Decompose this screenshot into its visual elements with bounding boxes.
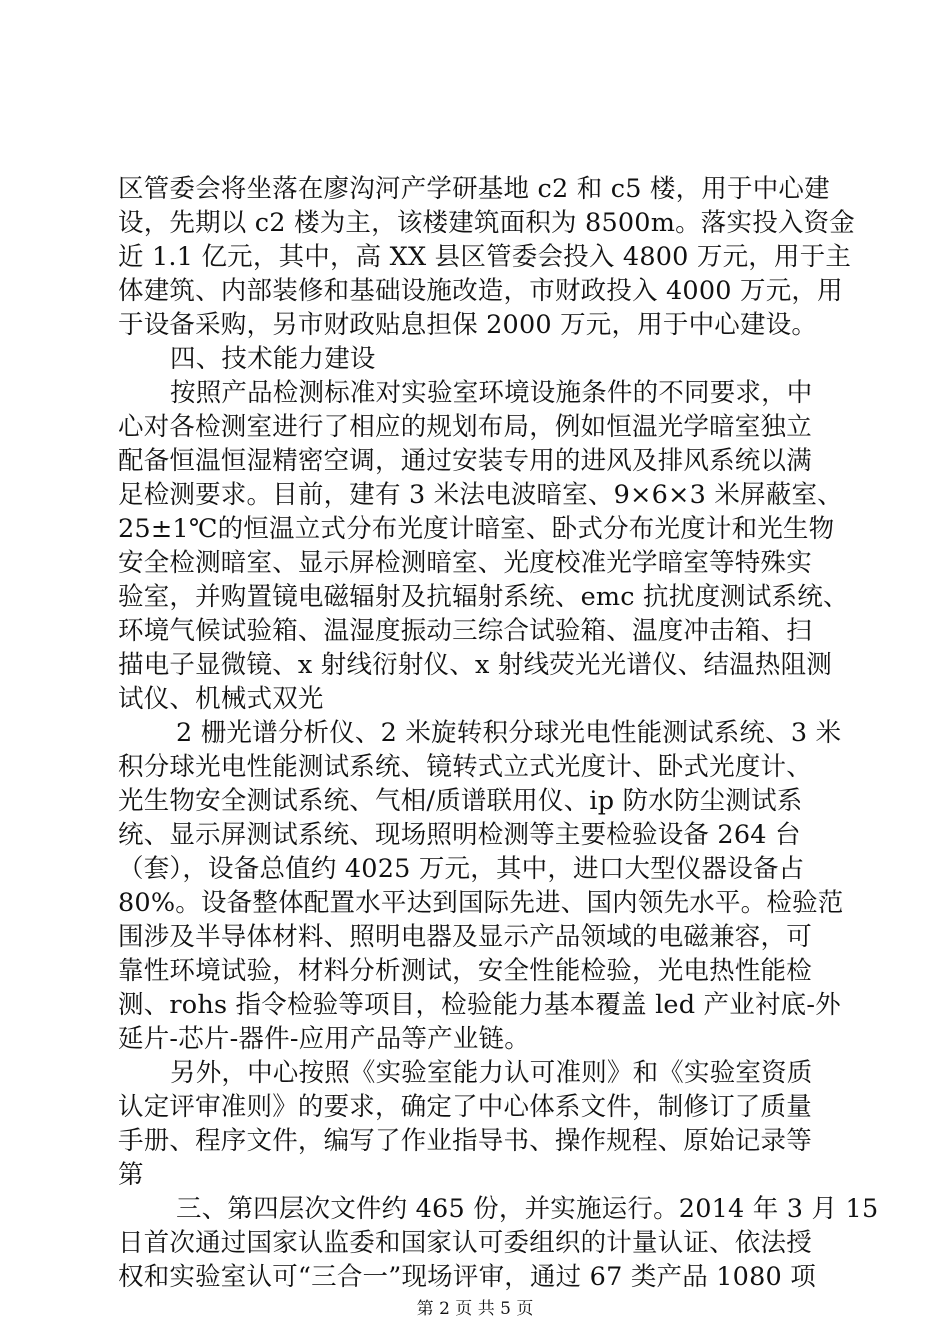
text-line: 按照产品检测标准对实验室环境设施条件的不同要求，中 <box>170 378 813 408</box>
text-line: 80%。设备整体配置水平达到国际先进、国内领先水平。检验范 <box>118 888 844 918</box>
text-line: 安全检测暗室、显示屏检测暗室、光度校准光学暗室等特殊实 <box>118 548 812 578</box>
text-line: 日首次通过国家认监委和国家认可委组织的计量认证、依法授 <box>118 1228 812 1258</box>
section-heading: 四、技术能力建设 <box>170 344 376 374</box>
text-line: 延片-芯片-器件-应用产品等产业链。 <box>118 1024 530 1054</box>
text-line: 设，先期以 c2 楼为主，该楼建筑面积为 8500m。落实投入资金 <box>118 208 855 238</box>
text-line: 试仪、机械式双光 <box>118 684 324 714</box>
text-line: 靠性环境试验，材料分析测试，安全性能检验，光电热性能检 <box>118 956 812 986</box>
text-line: 描电子显微镜、x 射线衍射仪、x 射线荧光光谱仪、结温热阻测 <box>118 650 832 680</box>
text-line: 权和实验室认可“三合一”现场评审，通过 67 类产品 1080 项 <box>118 1262 816 1292</box>
text-line: 区管委会将坐落在廖沟河产学研基地 c2 和 c5 楼，用于中心建 <box>118 174 830 204</box>
text-line: 近 1.1 亿元，其中，高 XX 县区管委会投入 4800 万元，用于主 <box>118 242 852 272</box>
text-line: 配备恒温恒湿精密空调，通过安装专用的进风及排风系统以满 <box>118 446 812 476</box>
text-line: 认定评审准则》的要求，确定了中心体系文件，制修订了质量 <box>118 1092 812 1122</box>
text-line: （套），设备总值约 4025 万元，其中，进口大型仪器设备占 <box>118 854 805 884</box>
text-line: 环境气候试验箱、温湿度振动三综合试验箱、温度冲击箱、扫 <box>118 616 812 646</box>
text-line: 足检测要求。目前，建有 3 米法电波暗室、9×6×3 米屏蔽室、 <box>118 480 843 510</box>
page-footer: 第 2 页 共 5 页 <box>416 1299 534 1319</box>
text-line: 手册、程序文件，编写了作业指导书、操作规程、原始记录等 <box>118 1126 812 1156</box>
text-line: 第 <box>118 1160 144 1190</box>
text-line: 2 栅光谱分析仪、2 米旋转积分球光电性能测试系统、3 米 <box>176 718 842 748</box>
text-line: 心对各检测室进行了相应的规划布局，例如恒温光学暗室独立 <box>118 412 812 442</box>
text-line: 围涉及半导体材料、照明电器及显示产品领域的电磁兼容，可 <box>118 922 812 952</box>
text-line: 测、rohs 指令检验等项目，检验能力基本覆盖 led 产业衬底-外 <box>118 990 841 1020</box>
text-line: 另外，中心按照《实验室能力认可准则》和《实验室资质 <box>170 1058 813 1088</box>
text-line: 25±1℃的恒温立式分布光度计暗室、卧式分布光度计和光生物 <box>118 514 835 544</box>
text-line: 验室，并购置镜电磁辐射及抗辐射系统、emc 抗扰度测试系统、 <box>118 582 849 612</box>
text-line: 三、第四层次文件约 465 份，并实施运行。2014 年 3 月 15 <box>176 1194 879 1224</box>
text-line: 积分球光电性能测试系统、镜转式立式光度计、卧式光度计、 <box>118 752 812 782</box>
text-line: 于设备采购，另市财政贴息担保 2000 万元，用于中心建设。 <box>118 310 818 340</box>
text-line: 体建筑、内部装修和基础设施改造，市财政投入 4000 万元，用 <box>118 276 843 306</box>
text-line: 光生物安全测试系统、气相/质谱联用仪、ip 防水防尘测试系 <box>118 786 803 816</box>
text-line: 统、显示屏测试系统、现场照明检测等主要检验设备 264 台 <box>118 820 801 850</box>
